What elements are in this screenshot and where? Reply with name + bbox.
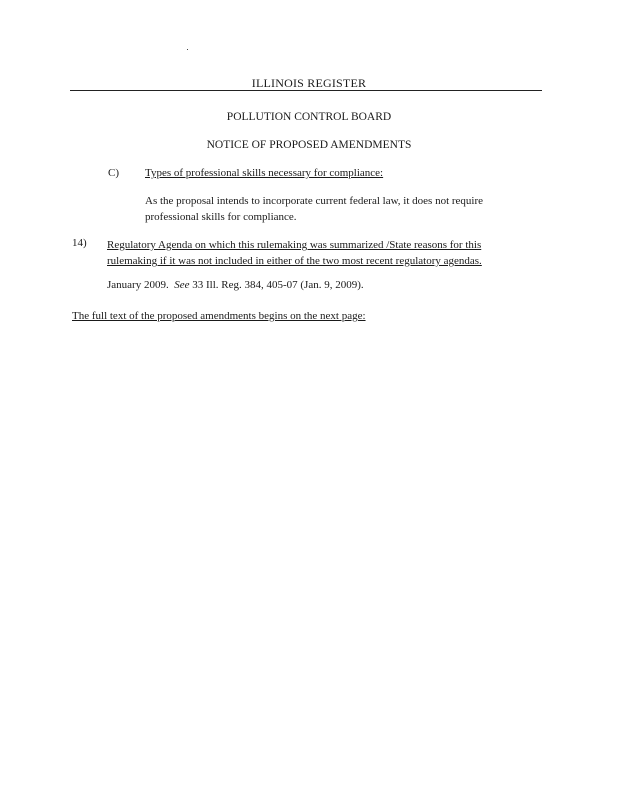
item-14-number: 14) bbox=[72, 237, 87, 249]
register-title: ILLINOIS REGISTER bbox=[251, 76, 367, 90]
item-c-heading: Types of professional skills necessary for compliance: bbox=[145, 167, 384, 179]
notice-title: NOTICE OF PROPOSED AMENDMENTS bbox=[206, 139, 412, 151]
item-14-heading: Regulatory Agenda on which this rulemaking was summarized /State reasons for this rulemaking if it was not included in either of the two most recent regulatory agendas. bbox=[107, 239, 482, 267]
scan-speck bbox=[187, 49, 188, 50]
board-name: POLLUTION CONTROL BOARD bbox=[226, 111, 392, 123]
agenda-citation: 33 Ill. Reg. 384, 405-07 (Jan. 9, 2009). bbox=[192, 279, 364, 291]
agenda-date: January 2009. bbox=[107, 279, 169, 291]
closing-statement: The full text of the proposed amendments begins on the next page: bbox=[72, 310, 366, 322]
item-c-label: C) bbox=[108, 167, 119, 179]
agenda-reference bbox=[107, 279, 364, 291]
agenda-see: See bbox=[174, 279, 190, 291]
item-c-paragraph: As the proposal intends to incorporate current federal law, it does not require professional skills for compliance. bbox=[145, 195, 484, 223]
header-rule bbox=[70, 90, 542, 91]
